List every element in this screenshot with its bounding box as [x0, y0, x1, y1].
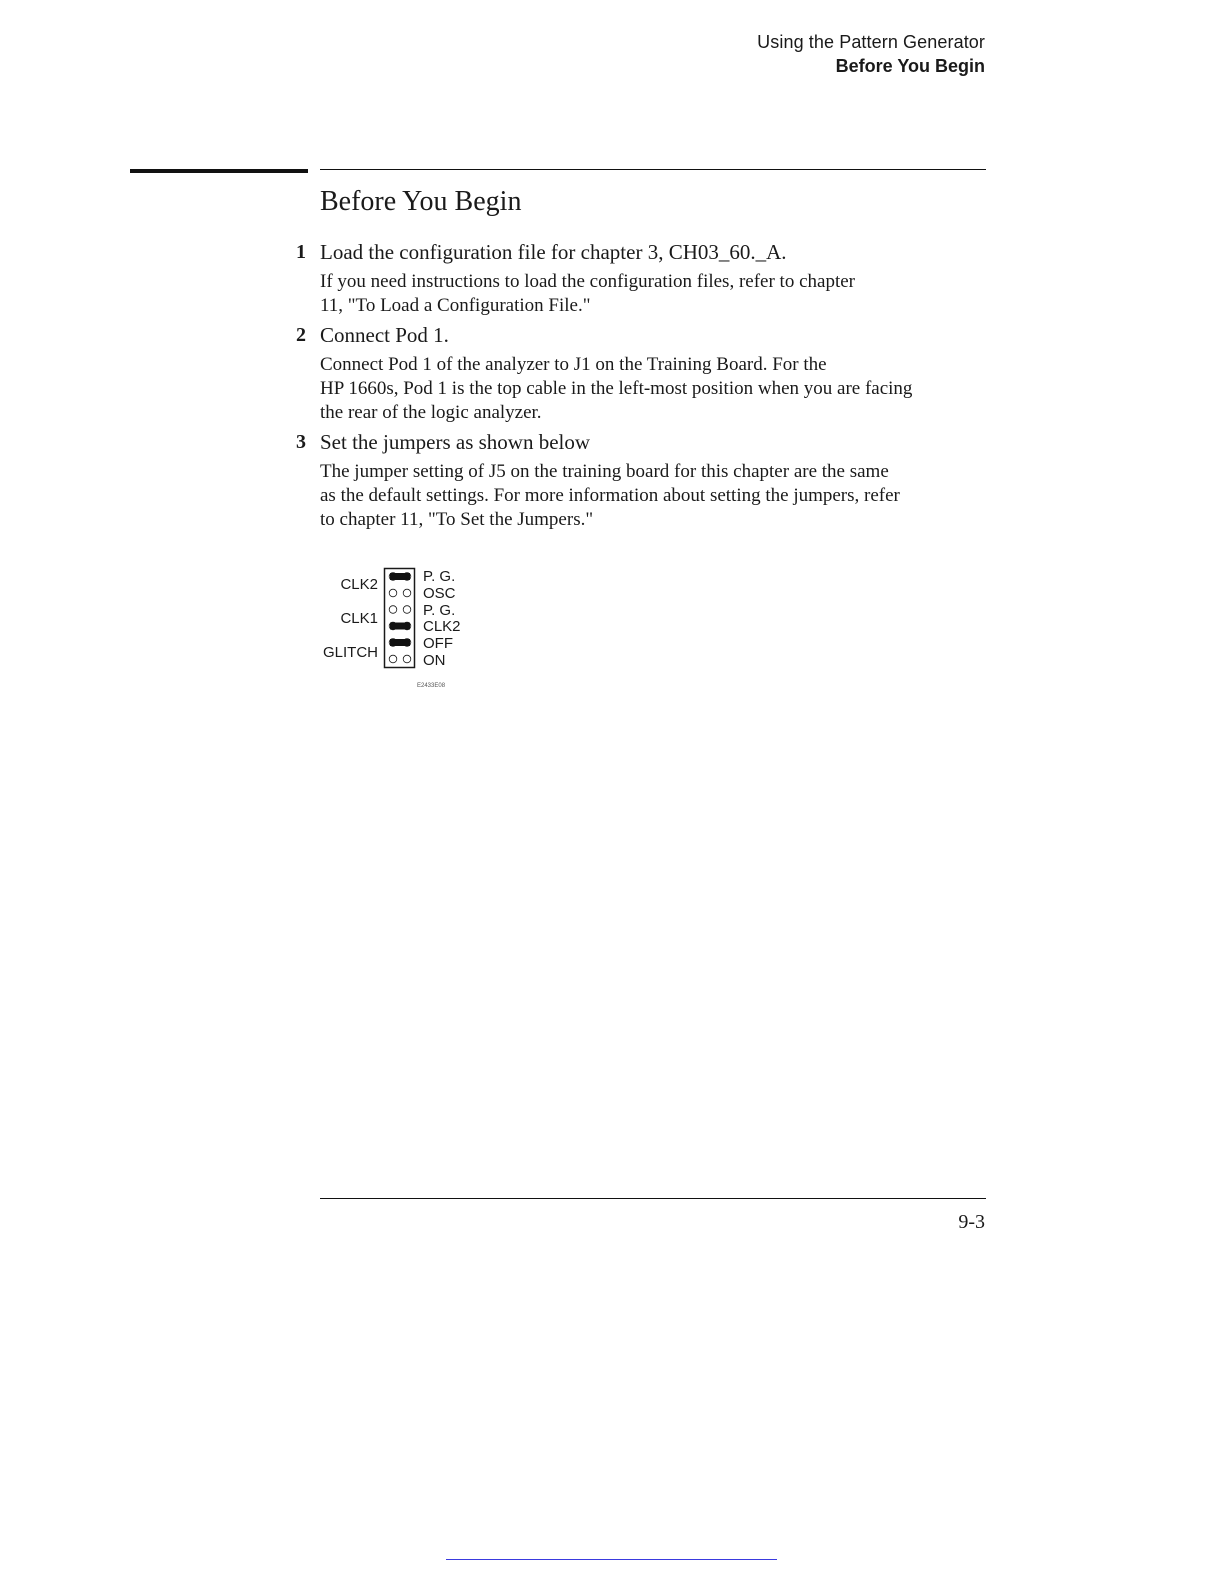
step-2-line: the rear of the logic analyzer. [320, 402, 542, 423]
step-1-line: If you need instructions to load the configuration files, refer to chapter [320, 271, 855, 292]
jumper-label-clk1: CLK1 [340, 610, 378, 627]
step-3-line: to chapter 11, "To Set the Jumpers." [320, 509, 594, 530]
step-3-number: 3 [296, 431, 306, 453]
step-2-heading: Connect Pod 1. [320, 323, 449, 347]
step-1-body [320, 270, 990, 318]
step-2-line: Connect Pod 1 of the analyzer to J1 on the Training Board. For the [320, 354, 827, 375]
footer-rule [320, 1198, 986, 1199]
jumper-cap [390, 573, 410, 580]
jumper-position-osc: OSC [423, 585, 456, 602]
jumper-pin-pair [389, 639, 411, 647]
jumper-cap [390, 639, 410, 646]
step-3-line: The jumper setting of J5 on the training board for this chapter are the same [320, 461, 889, 482]
jumper-cap [390, 623, 410, 630]
figure-code: E2433E08 [417, 683, 446, 689]
jumper-pin-pair [389, 622, 411, 630]
running-header-chapter: Using the Pattern Generator [757, 32, 985, 52]
jumper-position-on: ON [423, 652, 446, 669]
jumper-pin-pair [389, 573, 411, 581]
jumper-position-pg: P. G. [423, 602, 456, 619]
step-3-heading: Set the jumpers as shown below [320, 430, 591, 454]
step-1-heading: Load the configuration file for chapter 3, CH03_60._A. [320, 240, 787, 264]
step-2-body [320, 353, 990, 425]
bottom-link-underline [446, 1559, 777, 1560]
section-rule-thick [130, 169, 308, 173]
jumper-label-glitch: GLITCH [322, 644, 378, 661]
step-2-number: 2 [296, 324, 306, 346]
section-rule-thin [320, 169, 986, 170]
step-3-line: as the default settings. For more information about setting the jumpers, refer [320, 485, 900, 506]
jumper-position-clk2: CLK2 [423, 618, 461, 635]
jumper-label-clk2: CLK2 [340, 576, 378, 593]
step-1-number: 1 [296, 241, 306, 263]
jumper-diagram [316, 562, 476, 694]
jumper-position-pg: P. G. [423, 568, 456, 585]
jumper-header-block [385, 569, 415, 668]
running-header-section: Before You Begin [835, 56, 985, 76]
jumper-position-off: OFF [423, 635, 453, 652]
page-number: 9-3 [958, 1211, 985, 1233]
page-title: Before You Begin [320, 186, 522, 217]
step-2-line: HP 1660s, Pod 1 is the top cable in the left-most position when you are facing [320, 378, 913, 399]
step-3-body [320, 460, 990, 532]
step-1-line: 11, "To Load a Configuration File." [320, 295, 591, 316]
running-header [757, 30, 985, 78]
